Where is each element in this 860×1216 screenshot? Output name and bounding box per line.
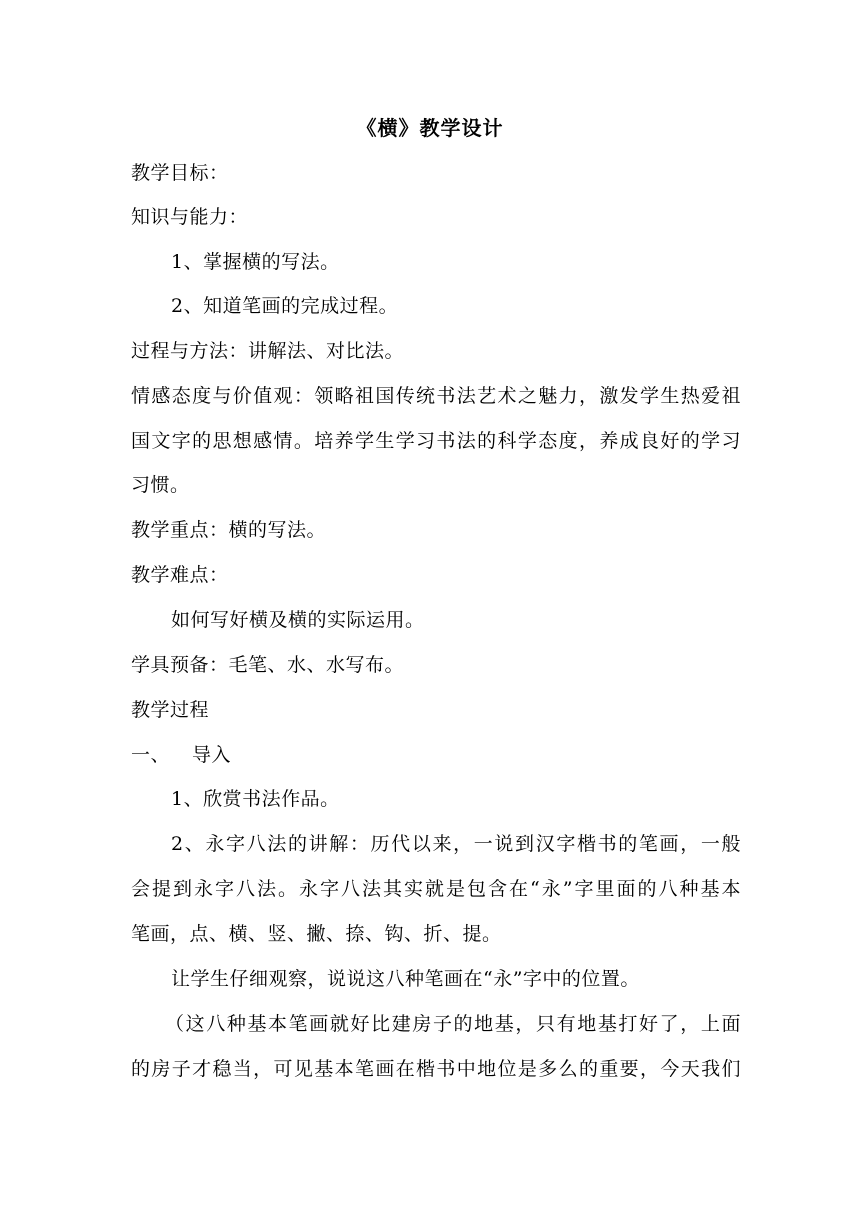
paragraph-foundation-line-2: 的房子才稳当，可见基本笔画在楷书中地位是多么的重要，今天我们 (131, 1058, 741, 1080)
paragraph-emotion-line-3: 习惯。 (131, 474, 190, 496)
section-heading-introduction (131, 733, 741, 777)
paragraph-materials: 学具预备：毛笔、水、水写布。 (131, 654, 405, 676)
paragraph-observe-strokes: 让学生仔细观察，说说这八种笔画在“永”字中的位置。 (171, 968, 640, 990)
list-item-goal-1: 1、掌握横的写法。 (171, 251, 340, 273)
paragraph-foundation-line-1: （这八种基本笔画就好比建房子的地基，只有地基打好了，上面 (165, 1013, 741, 1035)
paragraph-yong-eight-line-2: 会提到永字八法。永字八法其实就是包含在“永”字里面的八种基本 (131, 878, 741, 900)
paragraph-process-method: 过程与方法：讲解法、对比法。 (131, 340, 405, 362)
section-heading-teaching-process: 教学过程 (131, 699, 210, 721)
paragraph-emotion-line-1: 情感态度与价值观：领略祖国传统书法艺术之魅力，激发学生热爱祖 (131, 385, 741, 407)
paragraph-emotion-line-2: 国文字的思想感情。培养学生学习书法的科学态度，养成良好的学习 (131, 430, 741, 452)
paragraph-yong-eight-line-1: 2、永字八法的讲解：历代以来，一说到汉字楷书的笔画，一般 (171, 833, 741, 855)
section-heading-teaching-goals: 教学目标： (131, 162, 229, 184)
section-heading-teaching-difficulty: 教学难点： (131, 564, 229, 586)
list-item-goal-2: 2、知道笔画的完成过程。 (171, 295, 399, 317)
paragraph-teaching-focus: 教学重点：横的写法。 (131, 519, 327, 541)
section-label: 导入 (192, 744, 232, 766)
document-title: 《横》教学设计 (356, 116, 504, 140)
section-number: 一、 (131, 744, 171, 766)
list-item-appreciate-works: 1、欣赏书法作品。 (171, 788, 340, 810)
paragraph-yong-eight-line-3: 笔画，点、横、竖、撇、捺、钩、折、提。 (131, 923, 502, 945)
paragraph-difficulty-detail: 如何写好横及横的实际运用。 (171, 609, 425, 631)
subheading-knowledge-ability: 知识与能力： (131, 206, 249, 228)
